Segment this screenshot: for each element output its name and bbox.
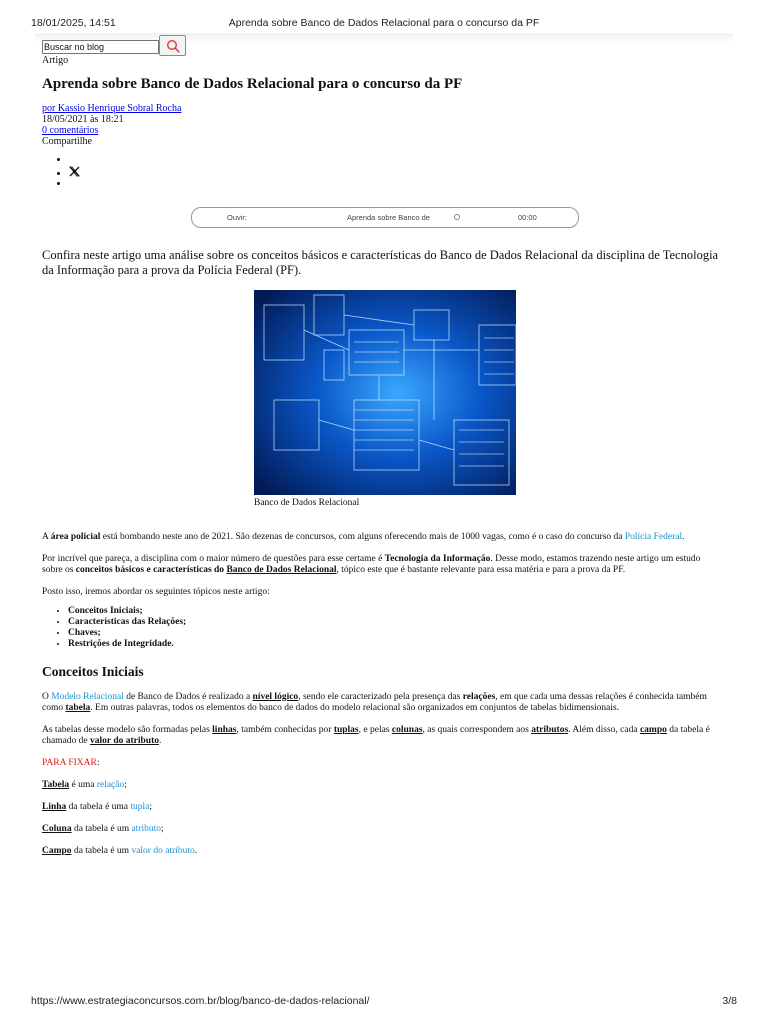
- topic-item: • Características das Relações;: [68, 617, 722, 628]
- intro-paragraph: Confira neste artigo uma análise sobre os conceitos básicos e características do Banco de Dados Relacional da disciplina de Tecnologia da Informação para a prova da Polícia Federal (PF).: [42, 248, 719, 277]
- paragraph-topicos: Posto isso, iremos abordar os seguintes tópicos neste artigo:: [42, 587, 270, 597]
- x-logo-icon: [69, 166, 80, 177]
- fix-item-linha: Linha da tabela é uma tupla;: [42, 802, 153, 812]
- audio-track-title: Aprenda sobre Banco de: [347, 213, 430, 222]
- page-url: https://www.estrategiaconcursos.com.br/blog/banco-de-dados-relacional/: [31, 995, 370, 1007]
- article-title: Aprenda sobre Banco de Dados Relacional para o concurso da PF: [42, 76, 463, 92]
- print-footer: [0, 995, 768, 1009]
- section-heading-conceitos: Conceitos Iniciais: [42, 664, 144, 679]
- share-label: Compartilhe: [42, 136, 92, 147]
- search-button[interactable]: [159, 35, 186, 56]
- article-date: 18/05/2021 às 18:21: [42, 114, 124, 125]
- article-meta: [42, 103, 722, 147]
- paragraph-tecnologia: Por incrível que pareça, a disciplina com o maior número de questões para esse certame é Tecnologia da Informação. Desse modo, estamos trazendo neste artigo um estudo sobre os conceitos básicos e características do Banco de Dados Relacional, tópico este que é bastante relevante para essa matéria e para a prova da PF.: [42, 554, 701, 575]
- search-icon: [166, 39, 180, 53]
- audio-time: 00:00: [518, 213, 537, 222]
- figure-caption: Banco de Dados Relacional: [254, 498, 360, 508]
- fix-item-campo: Campo da tabela é um valor do atributo.: [42, 846, 198, 856]
- share-item-whatsapp[interactable]: [69, 178, 722, 190]
- page-number: 3/8: [722, 995, 737, 1007]
- policia-federal-link[interactable]: Polícia Federal: [624, 532, 683, 542]
- comments-link[interactable]: 0 comentários: [42, 125, 99, 136]
- article-kicker: Artigo: [42, 55, 69, 66]
- audio-player[interactable]: [191, 207, 579, 228]
- topics-list: [42, 606, 722, 650]
- print-header: [0, 17, 768, 31]
- article-container: [42, 33, 722, 857]
- fix-item-tabela: Tabela é uma relação;: [42, 780, 127, 790]
- paragraph-area-policial: A área policial está bombando neste ano de 2021. São dezenas de concursos, com alguns oferecendo mais de 1000 vagas, como é o caso do concurso da Polícia Federal.: [42, 532, 685, 542]
- audio-listen-label: Ouvir:: [227, 213, 248, 222]
- search-bar: [42, 33, 722, 55]
- search-input[interactable]: Buscar no blog: [42, 40, 159, 54]
- paragraph-modelo-relacional: O Modelo Relacional de Banco de Dados é realizado a nível lógico, sendo ele caracterizado pela presença das relações, em que cada uma dessas relações é conhecida também como tabela. Em outras palavras, todos os elementos do banco de dados do modelo relacional são organizados em conjuntos de tabelas bidimensionais.: [42, 692, 707, 713]
- page-content: [35, 33, 733, 893]
- article-figure: [254, 290, 516, 509]
- audio-progress-handle[interactable]: [454, 214, 460, 220]
- modelo-relacional-link[interactable]: Modelo Relacional: [51, 692, 124, 702]
- share-item-x[interactable]: [69, 166, 722, 178]
- share-list: [42, 154, 722, 190]
- topic-item: • Conceitos Iniciais;: [68, 606, 722, 617]
- topic-item: • Chaves;: [68, 628, 722, 639]
- author-link[interactable]: por Kassio Henrique Sobral Rocha: [42, 103, 182, 114]
- fix-item-coluna: Coluna da tabela é um atributo;: [42, 824, 164, 834]
- topic-item: • Restrições de Integridade.: [68, 639, 722, 650]
- print-datetime: 18/01/2025, 14:51: [31, 17, 116, 29]
- paragraph-tabelas: As tabelas desse modelo são formadas pelas linhas, também conhecidas por tuplas, e pelas colunas, as quais correspondem aos atributos. Além disso, cada campo da tabela é chamado de valor do atributo.: [42, 725, 710, 746]
- para-fixar-label: PARA FIXAR:: [42, 758, 100, 768]
- database-illustration: [254, 290, 516, 495]
- share-item-facebook[interactable]: [69, 154, 722, 166]
- print-page-title: Aprenda sobre Banco de Dados Relacional para o concurso da PF: [228, 17, 540, 29]
